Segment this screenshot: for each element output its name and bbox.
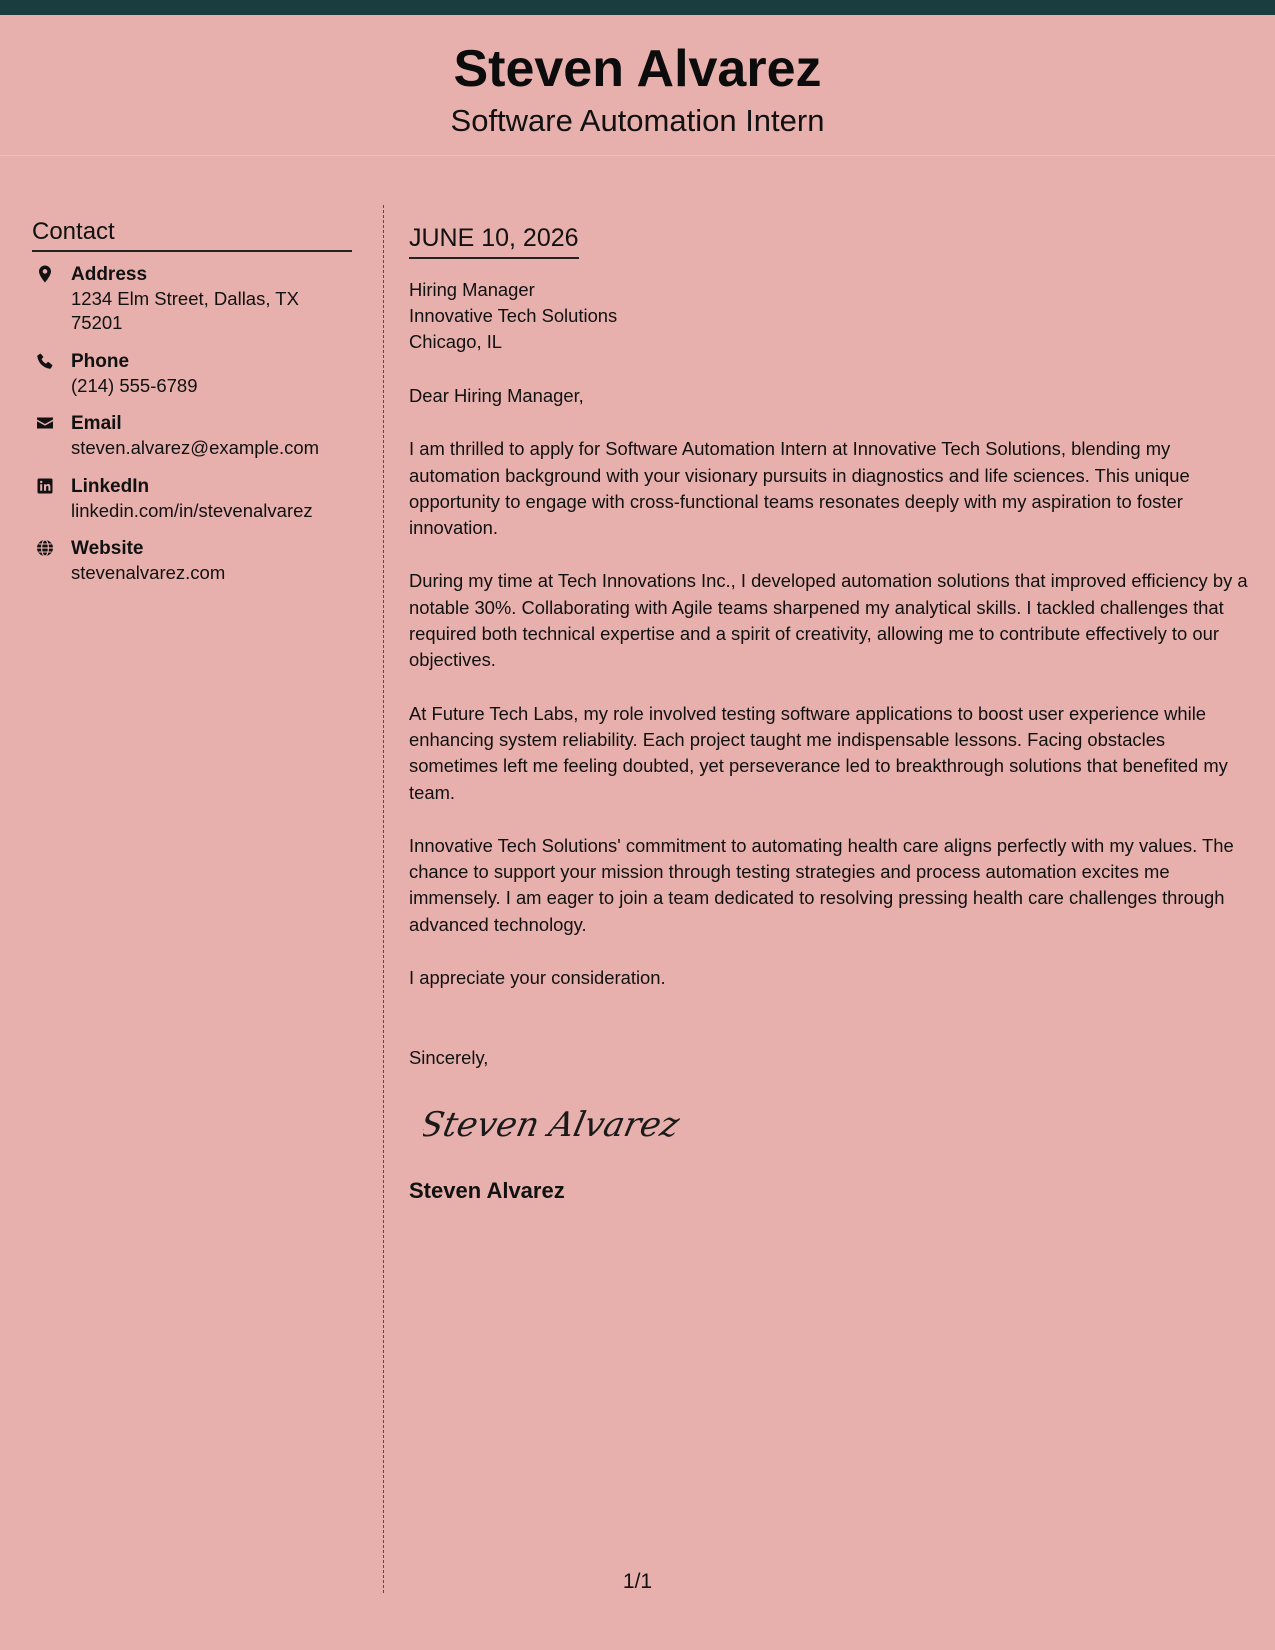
applicant-role: Software Automation Intern [450,103,825,138]
body-paragraph: I appreciate your consideration. [409,967,666,989]
page-header [0,15,1275,156]
contact-address [32,262,352,336]
page-number: 1/1 [622,1570,653,1593]
signature-text: Steven Alvarez [423,1104,683,1145]
linkedin-label: LinkedIn [71,475,150,497]
recipient-block [409,277,1249,355]
closing: Sincerely, [409,1047,489,1069]
recipient-line: Hiring Manager [409,279,535,300]
website-label: Website [71,538,144,560]
letter-date: JUNE 10, 2026 [409,224,579,252]
phone-icon [35,351,55,371]
linkedin-value[interactable]: linkedin.com/in/stevenalvarez [71,499,313,521]
email-value[interactable]: steven.alvarez@example.com [71,437,320,459]
signer-name: Steven Alvarez [409,1177,565,1203]
contact-website [32,536,352,586]
body-paragraph: I am thrilled to apply for Software Automation Intern at Innovative Tech Solutions, blending my automation background with your visionary pursuits in diagnostics and life sciences. This unique opportunity to engage with cross-functional teams resonates deeply with my aspiration to foster innovation. [409,438,1190,539]
body-paragraph: Innovative Tech Solutions' commitment to automating health care aligns perfectly with my values. The chance to support your mission through testing strategies and process automation excites me immensely. I am eager to join a team dedicated to resolving pressing health care challenges through advanced technology. [409,834,1234,935]
date-block [409,222,579,259]
website-value[interactable]: stevenalvarez.com [71,562,226,584]
contact-phone [32,349,352,399]
contact-heading: Contact [32,218,352,252]
phone-value: (214) 555-6789 [71,374,198,396]
body-paragraph: During my time at Tech Innovations Inc., I developed automation solutions that improved efficiency by a notable 30%. Collaborating with Agile teams sharpened my analytical skills. I tackled challenges that required both technical expertise and a spirit of creativity, allowing me to contribute effectively to our objectives. [409,570,1248,671]
globe-icon [35,538,55,558]
linkedin-icon [35,476,55,496]
applicant-name: Steven Alvarez [453,40,822,98]
contact-email [32,411,352,461]
body-paragraph: At Future Tech Labs, my role involved testing software applications to boost user experience while enhancing system reliability. Each project taught me indispensable lessons. Facing obstacles sometimes left me feeling doubted, yet perseverance led to breakthrough solutions that benefited my team. [409,702,1228,803]
contact-sidebar [32,218,352,599]
phone-label: Phone [71,350,130,372]
map-pin-icon [35,264,55,284]
salutation: Dear Hiring Manager, [409,385,584,406]
recipient-line: Innovative Tech Solutions [409,305,618,326]
contact-linkedin [32,474,352,524]
handwritten-signature [423,1094,683,1154]
envelope-icon [35,413,55,433]
letter-body [409,222,1249,1205]
top-color-band [0,0,1275,15]
column-divider [383,205,384,1593]
address-value: 1234 Elm Street, Dallas, TX 75201 [71,287,299,334]
email-label: Email [71,413,122,435]
recipient-line: Chicago, IL [409,331,503,352]
address-label: Address [71,263,148,285]
